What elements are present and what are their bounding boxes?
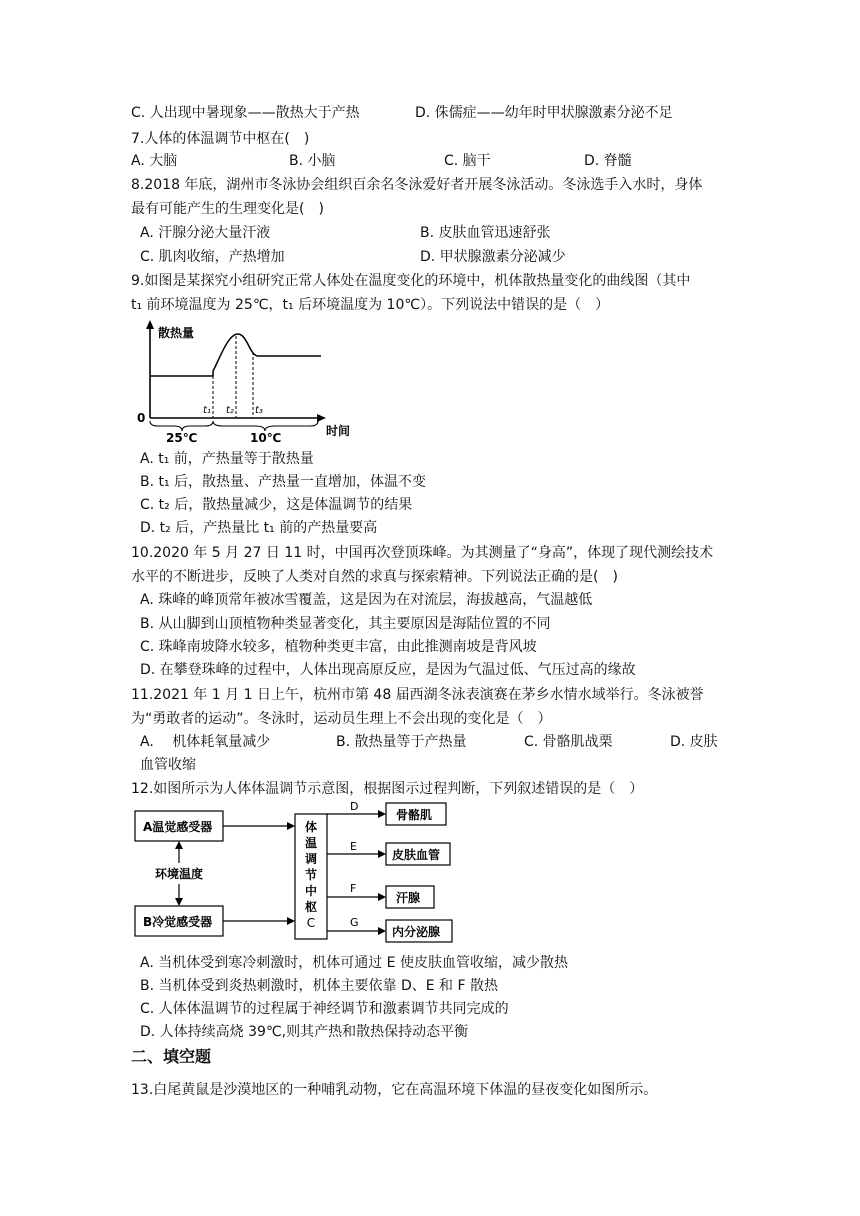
center-char-2: 温 [304, 836, 318, 850]
q7-option-d: D. 脊髓 [584, 153, 632, 169]
arrowhead-b [287, 917, 295, 925]
label-skin-vessels: 皮肤血管 [392, 848, 441, 862]
q11-option-d-cont: 血管收缩 [140, 757, 196, 773]
label-warm-receptor: A温觉感受器 [143, 820, 213, 834]
label-env-temp: 环境温度 [155, 867, 204, 881]
label-sweat-gland: 汗腺 [396, 891, 421, 905]
t1-label: t₁ [203, 405, 211, 416]
q6-option-d: D. 侏儒症——幼年时甲状腺激素分泌不足 [415, 105, 673, 121]
q13-stem: 13.白尾黄鼠是沙漠地区的一种哺乳动物，它在高温环境下体温的昼夜变化如图所示。 [131, 1082, 658, 1098]
q9-option-b: B. t₁ 后，散热量、产热量一直增加，体温不变 [140, 474, 427, 490]
q8-stem-line2: 最有可能产生的生理变化是( ) [131, 201, 324, 217]
heat-dissipation-graph [128, 318, 358, 444]
q10-option-d: D. 在攀登珠峰的过程中，人体出现高原反应，是因为气温过低、气压过高的缘故 [140, 662, 636, 678]
q6-option-c: C. 人出现中暑现象——散热大于产热 [131, 105, 360, 121]
arrowhead-g [378, 927, 386, 935]
q9-option-a: A. t₁ 前，产热量等于散热量 [140, 451, 314, 467]
q9-stem-line1: 9.如图是某探究小组研究正常人体处在温度变化的环境中，机体散热量变化的曲线图（其中 [131, 273, 691, 289]
q8-stem-line1: 8.2018 年底，湖州市冬泳协会组织百余名冬泳爱好者开展冬泳活动。冬泳选手入水时，身体 [131, 177, 703, 193]
temp-10-label: 10℃ [250, 431, 282, 444]
label-cold-receptor: B冷觉感受器 [143, 915, 213, 929]
y-axis-arrow [146, 320, 154, 329]
q9-stem-line2: t₁ 前环境温度为 25℃，t₁ 后环境温度为 10℃）。下列说法中错误的是（ ） [131, 297, 610, 313]
q7-stem: 7.人体的体温调节中枢在( ) [131, 131, 310, 147]
brace-25c [150, 421, 213, 431]
t3-label: t₃ [255, 405, 263, 416]
q10-option-b: B. 从山脚到山顶植物种类显著变化，其主要原因是海陆位置的不同 [140, 616, 551, 632]
q8-option-d: D. 甲状腺激素分泌减少 [420, 249, 566, 265]
q10-stem-line2: 水平的不断进步，反映了人类对自然的求真与探索精神。下列说法正确的是( ) [131, 569, 618, 585]
section-heading-fill-blank: 二、填空题 [131, 1047, 212, 1066]
q8-option-b: B. 皮肤血管迅速舒张 [420, 225, 551, 241]
q9-option-d: D. t₂ 后，产热量比 t₁ 前的产热量要高 [140, 520, 378, 536]
temp-25-label: 25℃ [166, 431, 198, 444]
q12-option-d: D. 人体持续高烧 39℃,则其产热和散热保持动态平衡 [140, 1024, 469, 1040]
heat-curve [150, 334, 321, 376]
q8-option-c: C. 肌肉收缩，产热增加 [140, 249, 285, 265]
center-char-3: 调 [304, 852, 318, 866]
origin-label: 0 [137, 411, 146, 425]
q11-stem-line1: 11.2021 年 1 月 1 日上午，杭州市第 48 届西湖冬泳表演赛在茅乡水情水域举行。冬泳被誉 [131, 687, 704, 703]
brace-10c [213, 421, 318, 431]
q12-stem: 12.如图所示为人体体温调节示意图，根据图示过程判断，下列叙述错误的是（ ） [131, 781, 644, 797]
thermoregulation-diagram [128, 800, 458, 948]
label-skeletal-muscle: 骨骼肌 [396, 808, 433, 822]
q9-option-c: C. t₂ 后，散热量减少，这是体温调节的结果 [140, 497, 413, 513]
y-axis-label: 散热量 [158, 326, 195, 340]
center-char-1: 体 [304, 820, 318, 834]
label-e: E [350, 840, 357, 853]
x-axis-label: 时间 [326, 424, 351, 438]
q11-stem-line2: 为“勇敢者的运动”。冬泳时，运动员生理上不会出现的变化是（ ） [131, 711, 552, 727]
arrowhead-e [378, 850, 386, 858]
q10-stem-line1: 10.2020 年 5 月 27 日 11 时，中国再次登顶珠峰。为其测量了“身高”，体现了现代测绘技术 [131, 545, 714, 561]
arrowhead-d [378, 810, 386, 818]
q8-option-a: A. 汗腺分泌大量汗液 [140, 225, 271, 241]
center-char-5: 中 [304, 884, 318, 898]
q7-option-c: C. 脑干 [444, 153, 491, 169]
q12-option-c: C. 人体体温调节的过程属于神经调节和激素调节共同完成的 [140, 1001, 509, 1017]
arrowhead-down [175, 898, 183, 906]
arrowhead-up [175, 841, 183, 849]
q12-option-b: B. 当机体受到炎热刺激时，机体主要依靠 D、E 和 F 散热 [140, 978, 498, 994]
t2-label: t₂ [226, 405, 234, 416]
q7-option-b: B. 小脑 [289, 153, 336, 169]
q7-option-a: A. 大脑 [131, 153, 178, 169]
label-g: G [350, 916, 359, 929]
q10-option-a: A. 珠峰的峰顶常年被冰雪覆盖，这是因为在对流层，海拔越高，气温越低 [140, 592, 593, 608]
q10-option-c: C. 珠峰南坡降水较多，植物种类更丰富，由此推测南坡是背风坡 [140, 639, 537, 655]
center-char-6: 枢 [304, 900, 318, 914]
q11-option-b: B. 散热量等于产热量 [336, 734, 467, 750]
center-char-4: 节 [304, 868, 318, 882]
q11-option-a: A. 机体耗氧量减少 [140, 734, 271, 750]
arrowhead-f [378, 893, 386, 901]
label-f: F [350, 882, 357, 895]
arrowhead-a [287, 822, 295, 830]
q11-option-c: C. 骨骼肌战栗 [524, 734, 613, 750]
q11-option-d: D. 皮肤 [670, 734, 718, 750]
q12-option-a: A. 当机体受到寒冷刺激时，机体可通过 E 使皮肤血管收缩，减少散热 [140, 955, 568, 971]
center-char-7: C [306, 916, 316, 930]
label-d: D [350, 800, 359, 813]
label-endocrine-gland: 内分泌腺 [392, 925, 441, 939]
x-axis-arrow [317, 414, 326, 422]
